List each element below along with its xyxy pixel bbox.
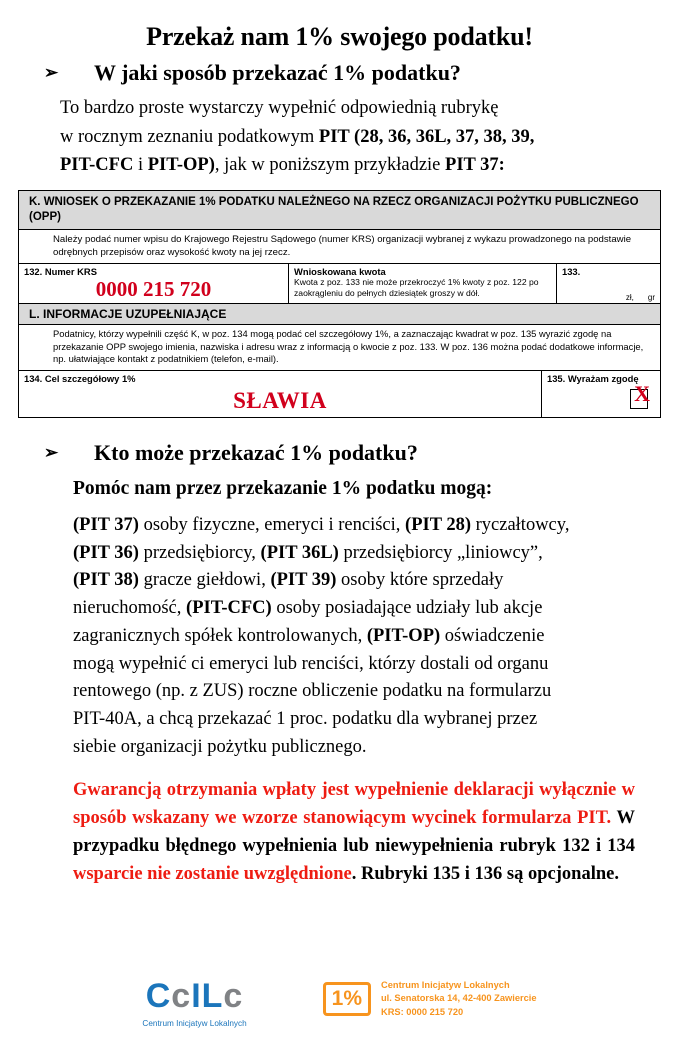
- intro-line-2-bold: PIT (28, 36, 36L, 37, 38, 39,: [318, 126, 535, 147]
- warning-red-1: Gwarancją otrzymania wpłaty jest wypełnienie deklaracji wyłącznie w sposób wskazany we wzorze stanowiącym wycinek formularza PIT.: [73, 779, 635, 828]
- field-133-label: 133.: [562, 266, 581, 278]
- cil-logo-caption: Centrum Inicjatyw Lokalnych: [142, 1019, 247, 1028]
- warning-red-2: wsparcie nie zostanie uwzględnione: [73, 863, 352, 884]
- org-address: ul. Senatorska 14, 42-400 Zawiercie: [381, 993, 537, 1004]
- body-line-4-t1: nieruchomość,: [73, 598, 187, 618]
- form-section-k-note: Należy podać numer wpisu do Krajowego Rejestru Sądowego (numer KRS) organizacji wybranej z wykazu prowadzonego na podstawie odrębnych przepisów oraz wysokość kwoty na jej rzecz.: [19, 230, 660, 264]
- cil-logo: [142, 979, 246, 1028]
- org-details: [381, 979, 537, 1019]
- intro-pit-37: PIT 37:: [445, 155, 505, 176]
- cil-letter-1: C: [145, 977, 172, 1015]
- body-line-7: rentowego (np. z ZUS) roczne obliczenie podatku na formularzu: [73, 681, 552, 702]
- org-name: Centrum Inicjatyw Lokalnych: [381, 980, 510, 990]
- field-krs-label: 132. Numer KRS: [24, 266, 97, 278]
- one-percent-badge-icon: 1%: [323, 982, 371, 1016]
- tag-pit37: (PIT 37): [73, 514, 139, 535]
- intro-line-2: [60, 123, 631, 152]
- intro-pit-op: PIT-OP): [147, 155, 215, 176]
- body-line-4: [73, 595, 635, 623]
- question-heading-2: [18, 440, 661, 466]
- field-zgoda-label: 135. Wyrażam zgodę: [547, 372, 639, 384]
- field-133[interactable]: [557, 264, 660, 303]
- page-title: Przekaż nam 1% swojego podatku!: [146, 22, 533, 51]
- intro-line-3: [60, 151, 631, 180]
- body-line-4-t2: osoby posiadające udziały lub akcje: [271, 598, 543, 618]
- form-row-132: [19, 264, 660, 304]
- question-heading-1: [18, 60, 661, 86]
- field-kwota-note: Kwota z poz. 133 nie może przekroczyć 1% kwoty z poz. 122 po zaokrągleniu do pełnych dziesiątek groszy w dół.: [294, 277, 539, 298]
- onepercent-block: [323, 979, 537, 1019]
- intro-line-1: To bardzo proste wystarczy wypełnić odpowiednią rubrykę: [60, 98, 499, 118]
- field-krs-value: 0000 215 720: [95, 277, 212, 302]
- body-line-5: [73, 623, 635, 651]
- body-line-2-t1: przedsiębiorcy,: [138, 542, 261, 563]
- zgoda-check-mark: X: [634, 380, 650, 406]
- body-line-3-t2: osoby które sprzedały: [336, 570, 504, 591]
- warning-paragraph: [18, 762, 661, 888]
- tag-pit38: (PIT 38): [73, 570, 139, 591]
- tag-pitop: (PIT-OP): [366, 625, 441, 646]
- tag-pit36l: (PIT 36L): [260, 542, 339, 563]
- field-cel-szczegolowy[interactable]: [19, 371, 542, 417]
- intro-mid: i: [133, 155, 148, 176]
- form-row-134-135: [19, 371, 660, 417]
- body-line-3: [73, 567, 635, 595]
- tag-pitcfc: (PIT-CFC): [186, 598, 272, 618]
- intro-pit-cfc: PIT-CFC: [60, 155, 134, 176]
- org-krs: KRS: 0000 215 720: [381, 1006, 464, 1017]
- body-line-8: PIT-40A, a chcą przekazać 1 proc. podatku dla wybranej przez: [73, 709, 538, 729]
- question-1-text: W jaki sposób przekazać 1% podatku?: [94, 60, 461, 85]
- body-line-2-t2: przedsiębiorcy „liniowcy”,: [338, 542, 543, 563]
- arrow-bullet-icon-2: ➢: [44, 442, 59, 462]
- field-krs[interactable]: [19, 264, 289, 303]
- form-section-k-title: K. WNIOSEK O PRZEKAZANIE 1% PODATKU NALEŻNEGO NA RZECZ ORGANIZACJI POŻYTKU PUBLICZNEGO (OPP): [19, 191, 660, 230]
- intro-line-2-pre: w rocznym zeznaniu podatkowym: [60, 126, 319, 147]
- cil-logo-letters: [142, 979, 246, 1013]
- cil-letter-2: c: [171, 977, 192, 1015]
- field-zgoda[interactable]: [542, 371, 660, 417]
- unit-zl: zł,: [625, 293, 634, 303]
- intro-paragraph: [18, 90, 661, 180]
- footer: [0, 979, 679, 1028]
- body-line-1: [73, 512, 635, 540]
- arrow-bullet-icon: ➢: [44, 63, 59, 82]
- document-page: [0, 22, 679, 1046]
- body-line-5-t2: oświadczenie: [440, 625, 545, 646]
- body-line-5-t1: zagranicznych spółek kontrolowanych,: [73, 625, 367, 646]
- tag-pit39: (PIT 39): [270, 570, 337, 591]
- warning-black-1: W przypadku błędnego wypełnienia lub niewypełnienia rubryk 132 i 134: [73, 807, 635, 856]
- cil-letter-5: c: [223, 977, 244, 1015]
- eligibility-body: [18, 500, 661, 762]
- field-cel-label: 134. Cel szczegółowy 1%: [24, 372, 136, 384]
- unit-gr: gr: [647, 293, 655, 303]
- field-133-units: [612, 293, 655, 302]
- form-section-l-note: Podatnicy, którzy wypełnili część K, w poz. 134 mogą podać cel szczegółowy 1%, a zaznaczając kwadrat w poz. 135 wyrazić zgodę na przekazanie OPP swojego imienia, nazwiska i adresu wraz z informacją o kwocie z poz. 133. W poz. 136 można podać dodatkowe informacje, np. ułatwiające kontakt z podatnikiem (telefon, e-mail).: [19, 325, 660, 371]
- question-2-text: Kto może przekazać 1% podatku?: [94, 439, 418, 465]
- cil-letter-4: L: [201, 977, 224, 1015]
- sub-lead-text: Pomóc nam przez przekazanie 1% podatku mogą:: [73, 477, 493, 499]
- cil-letter-3: I: [191, 977, 202, 1015]
- field-cel-value: SŁAWIA: [233, 387, 327, 413]
- body-line-3-t1: gracze giełdowi,: [138, 570, 271, 591]
- body-line-6: mogą wypełnić ci emeryci lub renciści, którzy dostali od organu: [73, 653, 549, 674]
- intro-line-3-post: , jak w poniższym przykładzie: [214, 155, 446, 176]
- body-line-1-t1: osoby fizyczne, emeryci i renciści,: [138, 514, 406, 535]
- field-kwota-label: Wnioskowana kwota: [294, 266, 386, 278]
- tag-pit28: (PIT 28): [405, 514, 471, 535]
- field-kwota: [289, 264, 557, 303]
- tag-pit36: (PIT 36): [73, 542, 139, 563]
- body-line-2: [73, 540, 635, 568]
- body-line-1-t2: ryczałtowcy,: [471, 514, 570, 535]
- warning-black-2: . Rubryki 135 i 136 są opcjonalne.: [351, 863, 619, 884]
- body-line-9: siebie organizacji pożytku publicznego.: [73, 736, 367, 757]
- pit-form-excerpt: [18, 190, 661, 418]
- form-section-l-title: L. INFORMACJE UZUPEŁNIAJĄCE: [19, 304, 660, 325]
